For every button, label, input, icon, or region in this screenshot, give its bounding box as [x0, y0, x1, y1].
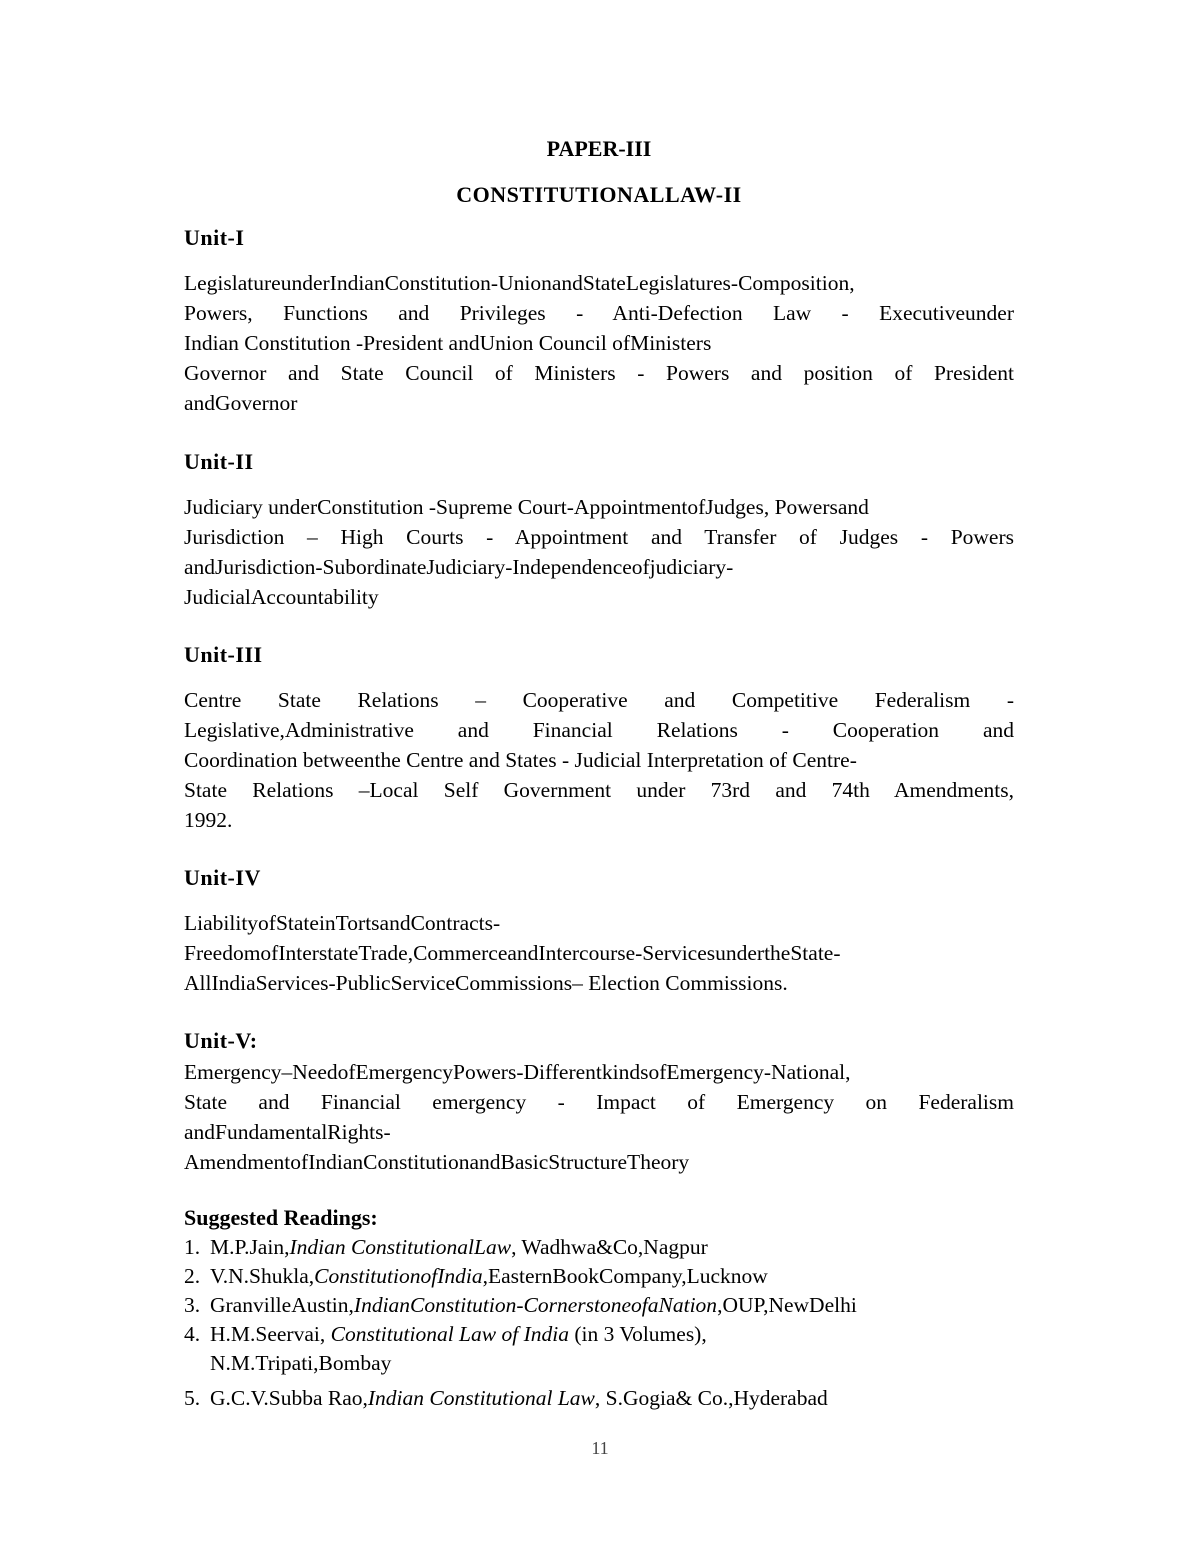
reading-author: GranvilleAustin, — [210, 1293, 354, 1317]
reading-publisher: , S.Gogia& Co.,Hyderabad — [594, 1386, 828, 1410]
reading-number: 5. — [184, 1386, 201, 1410]
reading-title: ConstitutionofIndia — [314, 1264, 483, 1288]
reading-item — [184, 1233, 1014, 1262]
unit-line: State and Financial emergency - Impact of Emergency on Federalism — [184, 1090, 1014, 1114]
unit-body — [184, 1057, 1014, 1177]
readings-list — [184, 1233, 1014, 1413]
unit-line: Legislative,Administrative and Financial Relations - Cooperation and — [184, 718, 1014, 742]
reading-author: H.M.Seervai, — [210, 1322, 331, 1346]
reading-author: M.P.Jain, — [210, 1235, 290, 1259]
unit-line: andFundamentalRights- — [184, 1120, 391, 1144]
unit-line: Coordination betweenthe Centre and States - Judicial Interpretation of Centre- — [184, 748, 857, 772]
reading-author: V.N.Shukla, — [210, 1264, 315, 1288]
paper-title: PAPER-III — [546, 136, 652, 161]
unit-line: State Relations –Local Self Government under 73rd and 74th Amendments, — [184, 778, 1014, 802]
reading-item — [184, 1320, 1014, 1378]
unit-line: Centre State Relations – Cooperative and Competitive Federalism - — [184, 688, 1014, 712]
unit-line: Governor and State Council of Ministers - Powers and position of President — [184, 361, 1014, 385]
reading-title: Indian Constitutional Law — [367, 1386, 595, 1410]
unit-line: Jurisdiction – High Courts - Appointment and Transfer of Judges - Powers — [184, 525, 1014, 549]
unit-body — [184, 908, 1014, 998]
page-number: 11 — [591, 1438, 609, 1458]
reading-number: 2. — [184, 1264, 201, 1288]
reading-publisher: , Wadhwa&Co,Nagpur — [511, 1235, 708, 1259]
unit-body — [184, 268, 1014, 418]
reading-publisher-continued: N.M.Tripati,Bombay — [210, 1351, 392, 1375]
unit-heading: Unit-I — [184, 225, 245, 250]
unit-line: andJurisdiction-SubordinateJudiciary-Independenceofjudiciary- — [184, 555, 734, 579]
unit-line: AmendmentofIndianConstitutionandBasicStructureTheory — [184, 1150, 690, 1174]
unit-line: Powers, Functions and Privileges - Anti-Defection Law - Executiveunder — [184, 301, 1014, 325]
suggested-readings — [184, 1203, 1014, 1413]
course-title: CONSTITUTIONALLAW-II — [456, 182, 742, 207]
reading-author: G.C.V.Subba Rao, — [210, 1386, 368, 1410]
unit-heading: Unit-II — [184, 449, 254, 474]
unit-body — [184, 685, 1014, 835]
unit-line: Emergency–NeedofEmergencyPowers-DifferentkindsofEmergency-National, — [184, 1060, 851, 1084]
unit-heading: Unit-V: — [184, 1028, 258, 1053]
unit-line: Indian Constitution -President andUnion Council ofMinisters — [184, 331, 712, 355]
readings-heading: Suggested Readings: — [184, 1205, 378, 1230]
unit-line: LegislatureunderIndianConstitution-UnionandStateLegislatures-Composition, — [184, 271, 855, 295]
unit-heading: Unit-III — [184, 642, 263, 667]
reading-publisher: ,OUP,NewDelhi — [717, 1293, 857, 1317]
reading-number: 4. — [184, 1322, 201, 1346]
unit-line: JudicialAccountability — [184, 585, 379, 609]
reading-title: Constitutional Law of India — [330, 1322, 569, 1346]
unit-heading: Unit-IV — [184, 865, 261, 890]
reading-item — [184, 1291, 1014, 1320]
reading-item — [184, 1384, 1014, 1413]
reading-title: Indian ConstitutionalLaw — [289, 1235, 512, 1259]
reading-item — [184, 1262, 1014, 1291]
reading-title: IndianConstitution-CornerstoneofaNation — [353, 1293, 718, 1317]
reading-number: 3. — [184, 1293, 201, 1317]
unit-line: Judiciary underConstitution -Supreme Court-AppointmentofJudges, Powersand — [184, 495, 869, 519]
unit-line: andGovernor — [184, 391, 298, 415]
reading-publisher: (in 3 Volumes), — [568, 1322, 707, 1346]
unit-body — [184, 492, 1014, 612]
unit-line: FreedomofInterstateTrade,CommerceandIntercourse-ServicesundertheState- — [184, 941, 841, 965]
unit-line: AllIndiaServices-PublicServiceCommissions– Election Commissions. — [184, 971, 788, 995]
unit-line: LiabilityofStateinTortsandContracts- — [184, 911, 501, 935]
unit-line: 1992. — [184, 808, 233, 832]
reading-number: 1. — [184, 1235, 201, 1259]
reading-publisher: ,EasternBookCompany,Lucknow — [482, 1264, 768, 1288]
